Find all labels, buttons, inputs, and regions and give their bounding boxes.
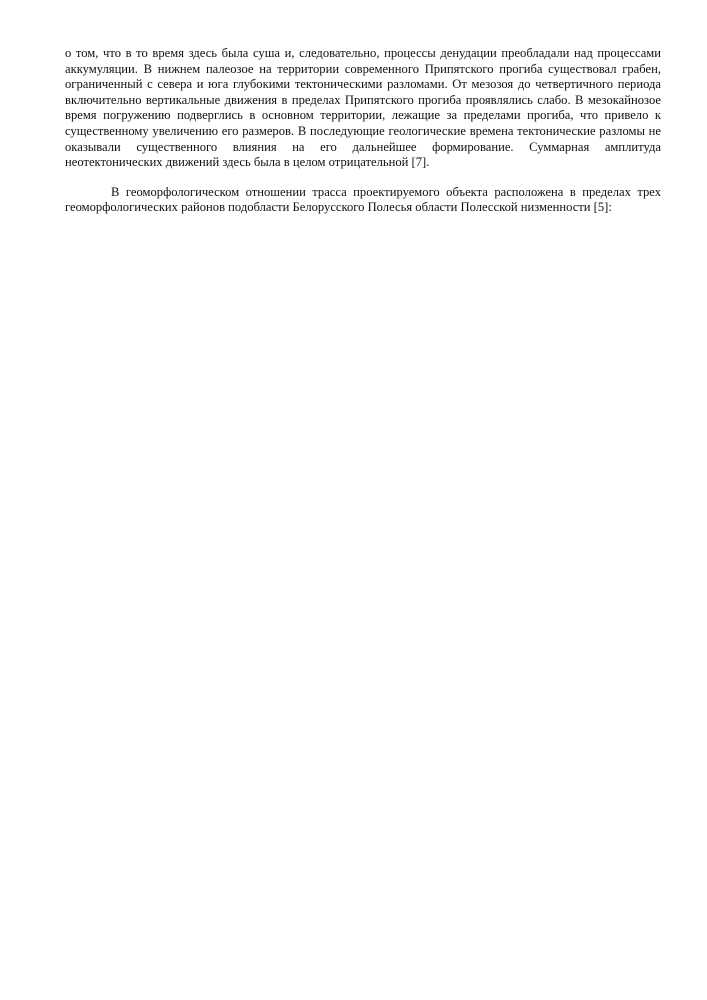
paragraph-tectonics: о том, что в то время здесь была суша и, следовательно, процессы денудации преобладали над процессами аккумуляции. В нижнем палеозое на территории современного Припятского прогиба существовал грабен, ограниченный с севера и юга глубокими тектоническими разломами. От мезозоя до четвертичного периода включительно вертикальные движения в пределах Припятского прогиба проявлялись слабо. В мезокайнозое время погружению подверглись в основном территории, лежащие за пределами прогиба, что привело к существенному увеличению его размеров. В последующие геологические времена тектонические разломы не оказывали существенного влияния на его дальнейшее формирование. Суммарная амплитуда неотектонических движений здесь была в целом отрицательной [7]. <box>65 46 661 170</box>
paragraph-geomorphology-intro: В геоморфологическом отношении трасса проектируемого объекта расположена в пределах трех геоморфологических районов подобласти Белорусского Полесья области Полесской низменности [5]: <box>65 184 661 215</box>
paragraph-gap <box>65 171 661 185</box>
